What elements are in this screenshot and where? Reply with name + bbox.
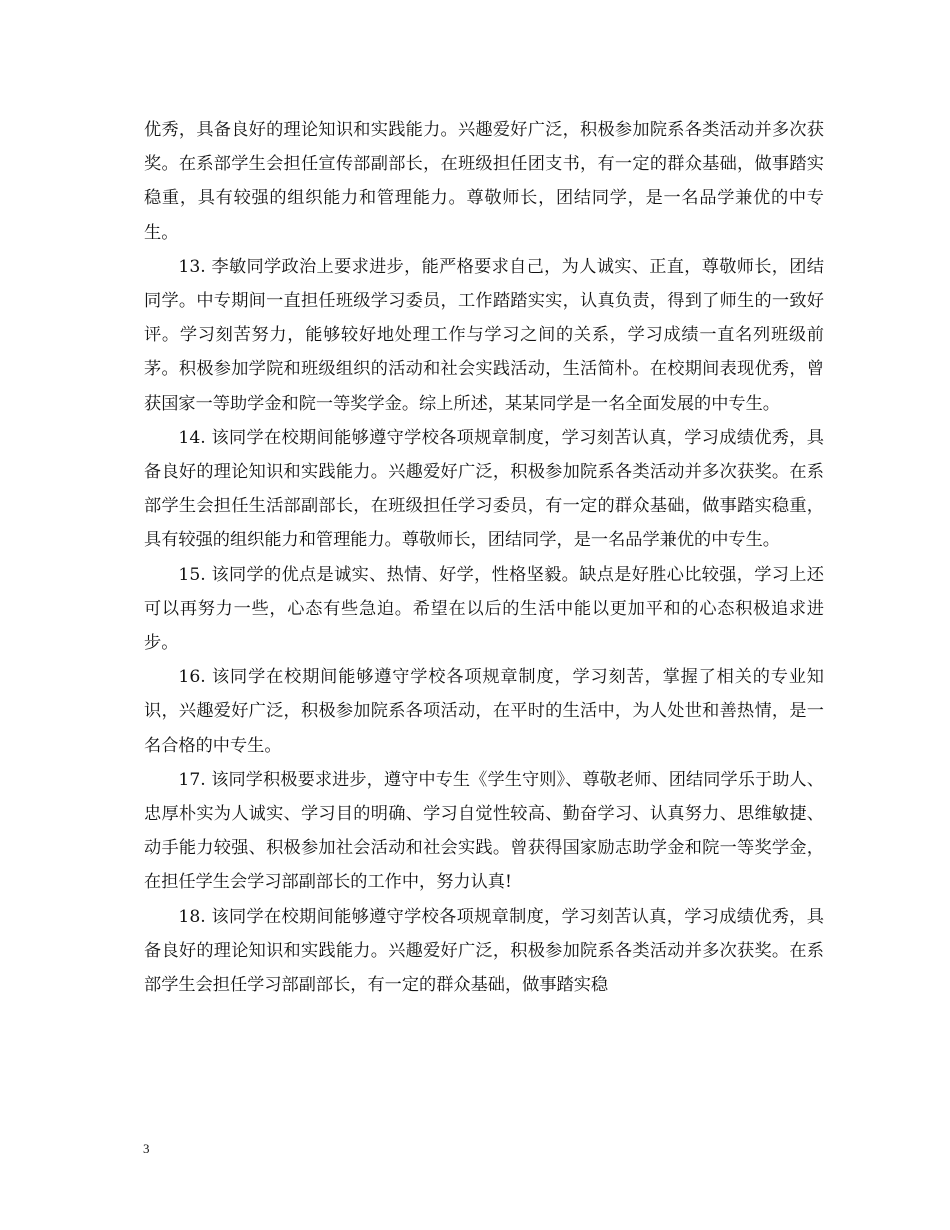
document-body bbox=[144, 113, 824, 1002]
paragraph-item-17: 17. 该同学积极要求进步，遵守中专生《学生守则》、尊敬老师、团结同学乐于助人、忠厚朴实为人诚实、学习目的明确、学习自觉性较高、勤奋学习、认真努力、思维敏捷、动手能力较强、积极参加社会活动和社会实践。曾获得国家励志助学金和院一等奖学金，在担任学生会学习部副部长的工作中，努力认真! bbox=[144, 769, 824, 893]
paragraph-item-15: 15. 该同学的优点是诚实、热情、好学，性格坚毅。缺点是好胜心比较强，学习上还可以再努力一些，心态有些急迫。希望在以后的生活中能以更加平和的心态积极追求进步。 bbox=[144, 564, 824, 654]
page-number: 3 bbox=[143, 1141, 150, 1156]
paragraph-item-13: 13. 李敏同学政治上要求进步，能严格要求自己，为人诚实、正直，尊敬师长，团结同学。中专期间一直担任班级学习委员，工作踏踏实实，认真负责，得到了师生的一致好评。学习刻苦努力，能够较好地处理工作与学习之间的关系，学习成绩一直名列班级前茅。积极参加学院和班级组织的活动和社会实践活动，生活简朴。在校期间表现优秀，曾获国家一等助学金和院一等奖学金。综上所述，某某同学是一名全面发展的中专生。 bbox=[144, 256, 824, 414]
paragraph-item-16: 16. 该同学在校期间能够遵守学校各项规章制度，学习刻苦，掌握了相关的专业知识，兴趣爱好广泛，积极参加院系各项活动，在平时的生活中，为人处世和善热情，是一名合格的中专生。 bbox=[144, 667, 824, 756]
paragraph-item-18: 18. 该同学在校期间能够遵守学校各项规章制度，学习刻苦认真，学习成绩优秀，具备良好的理论知识和实践能力。兴趣爱好广泛，积极参加院系各类活动并多次获奖。在系部学生会担任学习部副部长，有一定的群众基础，做事踏实稳 bbox=[144, 906, 824, 996]
paragraph-item-14: 14. 该同学在校期间能够遵守学校各项规章制度，学习刻苦认真，学习成绩优秀，具备良好的理论知识和实践能力。兴趣爱好广泛，积极参加院系各类活动并多次获奖。在系部学生会担任生活部副部长，在班级担任学习委员，有一定的群众基础，做事踏实稳重，具有较强的组织能力和管理能力。尊敬师长，团结同学，是一名品学兼优的中专生。 bbox=[144, 427, 824, 551]
paragraph-continuation: 优秀，具备良好的理论知识和实践能力。兴趣爱好广泛，积极参加院系各类活动并多次获奖。在系部学生会担任宣传部副部长，在班级担任团支书，有一定的群众基础，做事踏实稳重，具有较强的组织能力和管理能力。尊敬师长，团结同学，是一名品学兼优的中专生。 bbox=[144, 120, 824, 243]
